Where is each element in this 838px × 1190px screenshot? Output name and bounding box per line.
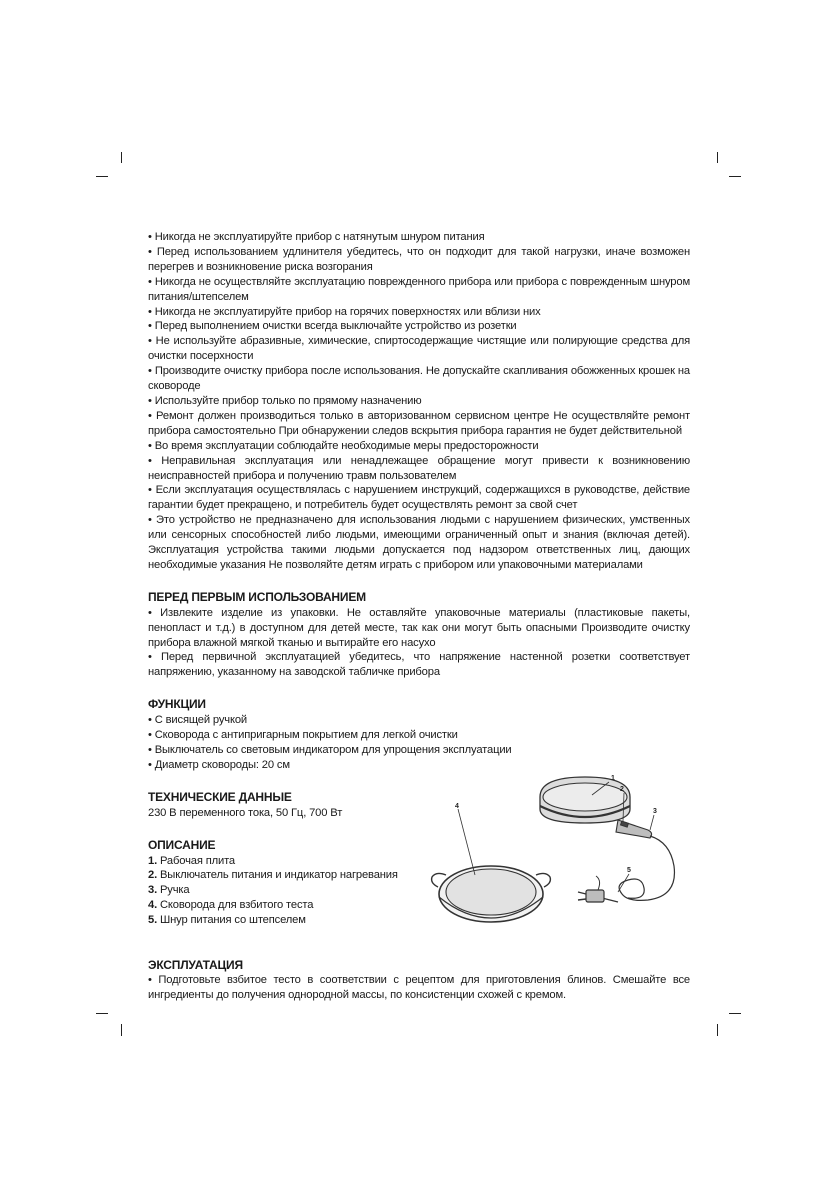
safety-item: • Никогда не эксплуатируйте прибор с натянутым шнуром питания (148, 231, 485, 243)
part-item (148, 854, 408, 869)
crop-mark-br-horizontal (729, 1013, 741, 1014)
crop-mark-br-vertical (717, 1024, 718, 1036)
safety-item: • Ремонт должен производиться только в авторизованном сервисном центре Не осуществляйте ремонт прибора самостоятельно При обнаружении следов вскрытия прибора гарантия не будет действительной (148, 409, 690, 437)
part-label: Ручка (157, 884, 190, 897)
callout-3: 3 (653, 807, 657, 815)
safety-item: • Никогда не осуществляйте эксплуатацию поврежденного прибора или прибора с поврежденным шнуром питания/штепселем (148, 275, 690, 303)
page-content (148, 230, 690, 1003)
crop-mark-tr-vertical (717, 152, 718, 163)
crop-mark-tl-vertical (121, 152, 122, 163)
callout-line-5 (618, 874, 629, 892)
part-item (148, 883, 408, 898)
crepe-maker-illustration (428, 774, 688, 952)
first-use-item: • Извлеките изделие из упаковки. Не оставляйте упаковочные материалы (пластиковые пакеты, пенопласт и т.д.) в доступном для детей месте, так как они могут быть опасными Производите очистку прибора влажной мягкой тканью и вытирайте его насухо (148, 606, 690, 649)
tech-specs: 230 В переменного тока, 50 Гц, 700 Вт (148, 806, 343, 819)
tech-heading: ТЕХНИЧЕСКИЕ ДАННЫЕ (148, 789, 292, 804)
part-number: 2. (148, 869, 158, 882)
functions-heading: ФУНКЦИИ (148, 697, 206, 712)
part-item (148, 913, 408, 928)
part-number: 3. (148, 884, 158, 897)
operation-heading: ЭКСПЛУАТАЦИЯ (148, 957, 243, 972)
first-use-heading: ПЕРЕД ПЕРВЫМ ИСПОЛЬЗОВАНИЕМ (148, 589, 366, 604)
safety-item: • Производите очистку прибора после использования. Не допускайте скапливания обожженных крошек на сковороде (148, 365, 690, 393)
safety-section (148, 230, 690, 573)
callout-5: 5 (627, 866, 631, 874)
safety-item: • Никогда не эксплуатируйте прибор на горячих поверхностях или вблизи них (148, 305, 541, 318)
crop-mark-tr-horizontal (729, 176, 741, 177)
safety-item: • Перед использованием удлинителя убедитесь, что он подходит для такой нагрузки, иначе возможен перегрев и возникновение риска возгорания (148, 245, 690, 273)
safety-item: • Неправильная эксплуатация или ненадлежащее обращение могут привести к возникновению неисправностей прибора и получению травм пользователем (148, 454, 690, 482)
part-number: 1. (148, 854, 158, 867)
callout-1: 1 (611, 774, 615, 782)
safety-item: • Это устройство не предназначено для использования людьми с нарушением физических, умственных или сенсорных способностей либо людьми, имеющими ограниченный опыт и знания (включая детей). Эксплуатация устройства такими людьми допускается под надзором ответственных лиц, дающих необходимые указания Не позволяйте детям играть с прибором или упаковочными материалами (148, 514, 690, 571)
callout-2: 2 (620, 785, 624, 793)
safety-item: • Во время эксплуатации соблюдайте необходимые меры предосторожности (148, 439, 539, 452)
part-item (148, 898, 408, 913)
part-number: 4. (148, 899, 158, 912)
description-heading: ОПИСАНИЕ (148, 837, 216, 852)
part-label: Шнур питания со штепселем (157, 914, 306, 927)
part-number: 5. (148, 914, 158, 927)
callout-line-3 (650, 815, 654, 830)
crepe-maker-drawing (540, 774, 652, 838)
part-label: Сковорода для взбитого теста (157, 899, 314, 912)
first-use-item: • Перед первичной эксплуатацией убедитесь, что напряжение настенной розетки соответствует напряжению, указанному на заводской табличке прибора (148, 651, 690, 679)
function-item: • Сковорода с антипригарным покрытием для легкой очистки (148, 729, 458, 742)
crop-mark-bl-vertical (121, 1024, 122, 1036)
parts-list (148, 854, 408, 929)
crop-mark-tl-horizontal (96, 176, 108, 177)
safety-item: • Если эксплуатация осуществлялась с нарушением инструкций, содержащихся в руководстве, действие гарантии будет прекращено, и потребитель будет осуществлять ремонт за свой счет (148, 484, 690, 512)
part-item (148, 868, 408, 883)
operation-item: • Подготовьте взбитое тесто в соответствии с рецептом для приготовления блинов. Смешайте все ингредиенты до получения однородной массы, по консистенции схожей с кремом. (148, 974, 690, 1002)
part-label: Выключатель питания и индикатор нагревания (157, 869, 398, 882)
crop-mark-bl-horizontal (96, 1013, 108, 1014)
part-label: Рабочая плита (157, 854, 236, 867)
function-item: • Диаметр сковороды: 20 см (148, 758, 290, 771)
safety-item: • Не используйте абразивные, химические, спиртосодержащие чистящие или полирующие средства для очистки посерхности (148, 335, 690, 363)
safety-item: • Перед выполнением очистки всегда выключайте устройство из розетки (148, 320, 517, 333)
safety-item: • Используйте прибор только по прямому назначению (148, 394, 422, 407)
callout-line-4 (458, 809, 475, 875)
function-item: • Выключатель со световым индикатором для упрощения эксплуатации (148, 744, 512, 756)
pan-drawing (432, 866, 551, 922)
callout-4: 4 (455, 802, 459, 810)
function-item: • С висящей ручкой (148, 714, 248, 727)
